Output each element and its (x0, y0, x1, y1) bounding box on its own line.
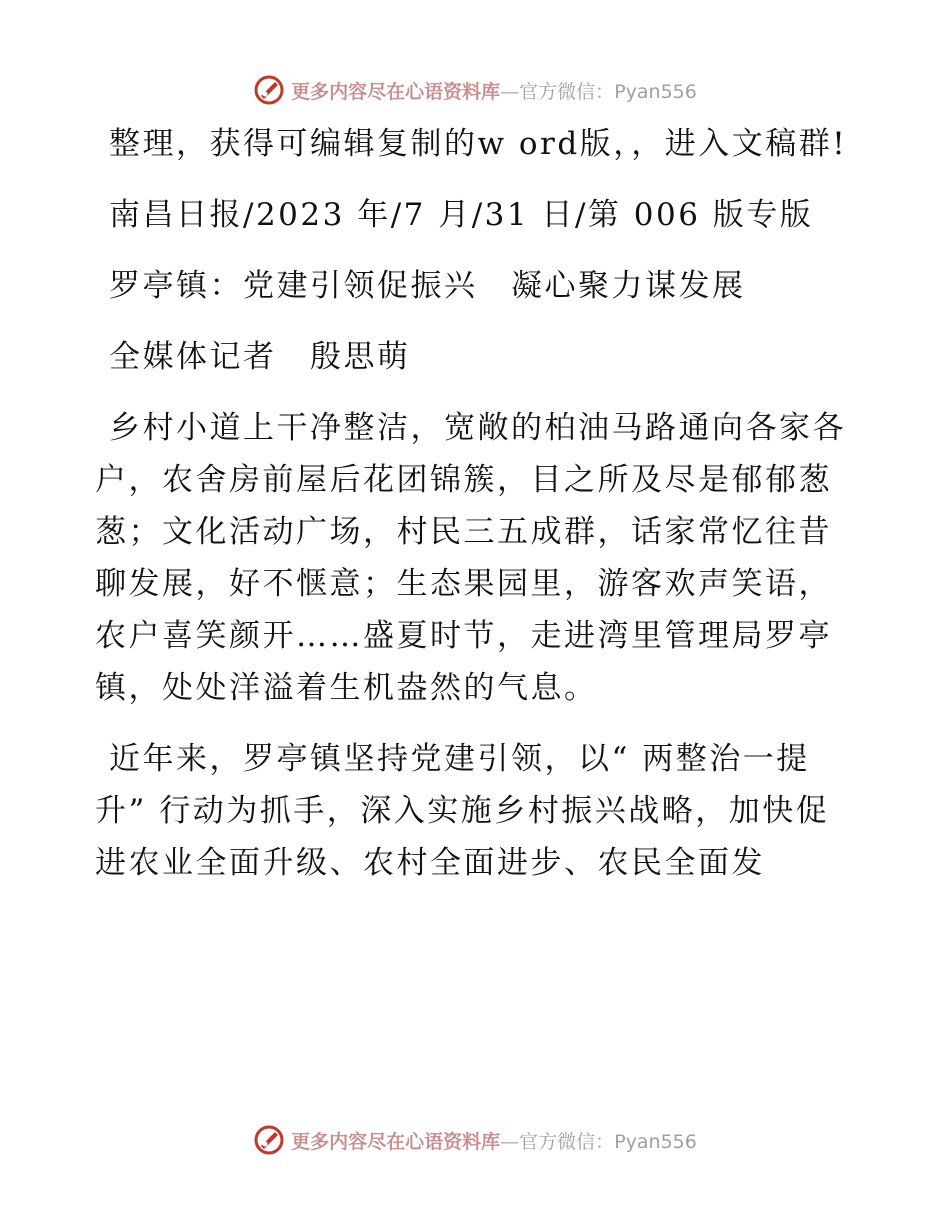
banner-wechat-label: 官方微信： (519, 80, 615, 103)
intro-paragraph: 整理，获得可编辑复制的w ord版，，进入文稿群! (109, 126, 848, 162)
document-body (95, 118, 855, 908)
banner-text (291, 1127, 697, 1154)
banner-wechat-label: 官方微信： (519, 1130, 615, 1153)
article-author: 全媒体记者 殷思萌 (109, 339, 411, 375)
banner-wechat-id: Pyan556 (614, 80, 697, 103)
body-paragraph: 近年来，罗亭镇坚持党建引领，以“ 两整治一提升” 行动为抓手，深入实施乡村振兴战略，加快促进农业全面升级、农村全面进步、农民全面发 (95, 741, 830, 881)
brand-logo-icon (253, 74, 285, 106)
brand-logo-icon (253, 1124, 285, 1156)
banner-dash: — (500, 80, 520, 103)
header-banner (0, 70, 950, 110)
article-title: 罗亭镇：党建引领促振兴 凝心聚力谋发展 (109, 268, 746, 304)
banner-text (291, 77, 697, 104)
banner-dash: — (500, 1130, 520, 1153)
body-paragraph: 乡村小道上干净整洁，宽敞的柏油马路通向各家各户，农舍房前屋后花团锦簇，目之所及尽是郁郁葱葱；文化活动广场，村民三五成群，话家常忆往昔聊发展，好不惬意；生态果园里，游客欢声笑语，农户喜笑颜开……盛夏时节，走进湾里管理局罗亭镇，处处洋溢着生机盎然的气息。 (95, 410, 846, 706)
source-line: 南昌日报/2023 年/7 月/31 日/第 006 版专版 (109, 197, 814, 233)
banner-slogan: 更多内容尽在心语资料库 (291, 1130, 501, 1153)
banner-wechat-id: Pyan556 (614, 1130, 697, 1153)
banner-slogan: 更多内容尽在心语资料库 (291, 80, 501, 103)
footer-banner (0, 1120, 950, 1160)
